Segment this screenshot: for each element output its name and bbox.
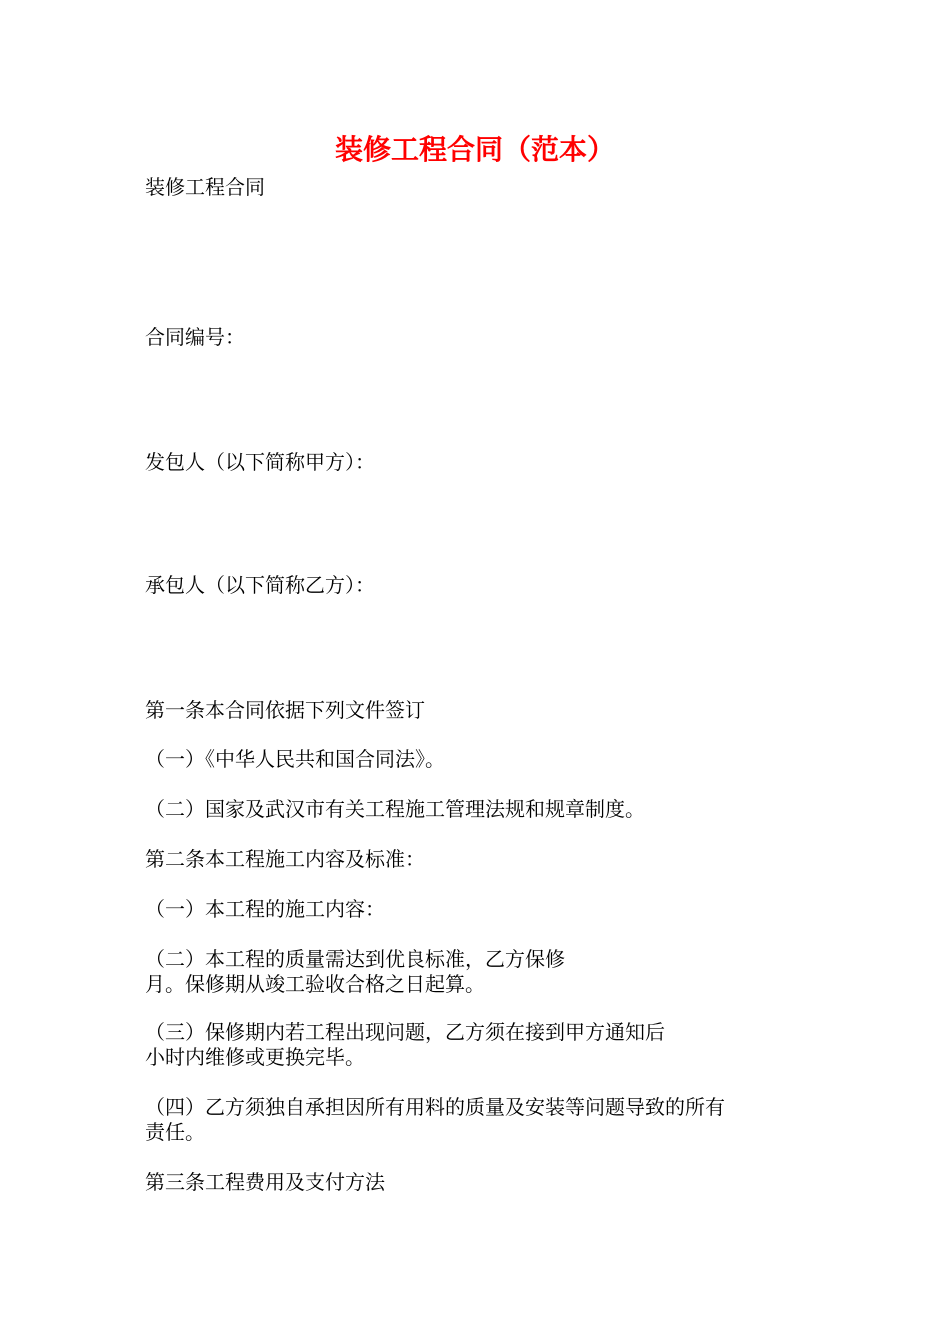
article-2-item-3-line-2: 小时内维修或更换完毕。: [145, 1045, 365, 1069]
article-1-heading: 第一条本合同依据下列文件签订: [145, 698, 425, 722]
contract-number-label: 合同编号：: [145, 325, 245, 349]
article-1-item-1: （一）《中华人民共和国合同法》。: [145, 747, 445, 771]
article-2-item-2-line-2: 月。保修期从竣工验收合格之日起算。: [145, 972, 485, 996]
article-2-heading: 第二条本工程施工内容及标准：: [145, 847, 425, 871]
article-2-item-4-line-2: 责任。: [145, 1120, 205, 1144]
article-2-item-1: （一）本工程的施工内容：: [145, 897, 385, 921]
document-title: 装修工程合同（范本）: [334, 133, 615, 166]
party-a-label: 发包人（以下简称甲方）：: [145, 450, 375, 474]
article-3-heading: 第三条工程费用及支付方法: [145, 1170, 385, 1194]
article-2-item-2-line-1: （二）本工程的质量需达到优良标准，乙方保修: [145, 947, 565, 971]
article-1-item-2: （二）国家及武汉市有关工程施工管理法规和规章制度。: [145, 797, 645, 821]
party-b-label: 承包人（以下简称乙方）：: [145, 573, 375, 597]
article-2-item-4-line-1: （四）乙方须独自承担因所有用料的质量及安装等问题导致的所有: [145, 1095, 725, 1119]
article-2-item-3-line-1: （三）保修期内若工程出现问题，乙方须在接到甲方通知后: [145, 1020, 665, 1044]
document-subtitle: 装修工程合同: [145, 175, 265, 199]
article-2-item-4: [145, 1095, 815, 1145]
article-2-item-3: [145, 1020, 815, 1070]
article-2-item-2: [145, 947, 815, 997]
